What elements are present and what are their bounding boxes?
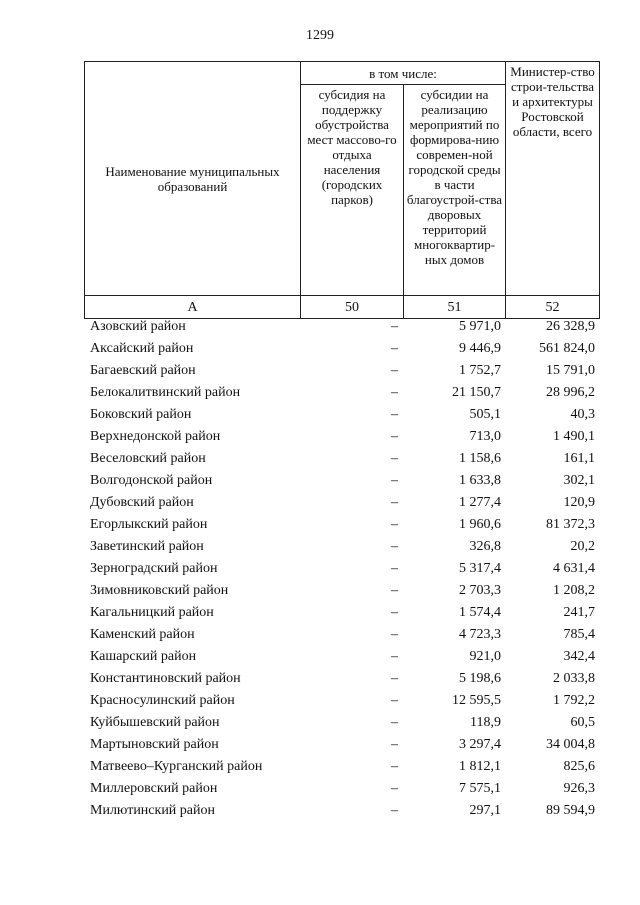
value-col-51: 21 150,7 [452,385,501,400]
value-col-51: 713,0 [469,429,501,444]
value-col-52: 81 372,3 [546,517,595,532]
value-col-52: 60,5 [570,715,595,730]
municipality-name: Дубовский район [90,495,194,510]
table-row [84,690,599,712]
value-col-50: – [391,385,398,400]
table-row [84,404,599,426]
municipality-name: Белокалитвинский район [90,385,241,400]
value-col-50: – [391,627,398,642]
value-col-51: 505,1 [469,407,501,422]
index-cell-52: 52 [506,296,600,319]
value-col-52: 785,4 [563,627,595,642]
value-col-51: 3 297,4 [459,737,501,752]
value-col-50: – [391,737,398,752]
municipality-name: Аксайский район [90,341,194,356]
value-col-50: – [391,693,398,708]
value-col-52: 15 791,0 [546,363,595,378]
header-col-52: Министер-ство строи-тельства и архитектуры Ростовской области, всего [506,62,600,296]
header-col-50: субсидия на поддержку обустройства мест массово-го отдыха населения (городских парков) [301,85,404,296]
municipality-name: Волгодонской район [90,473,213,488]
value-col-51: 921,0 [469,649,501,664]
value-col-51: 326,8 [469,539,501,554]
municipality-name: Кашарский район [90,649,197,664]
value-col-50: – [391,341,398,356]
value-col-51: 2 703,3 [459,583,501,598]
value-col-50: – [391,539,398,554]
table-row [84,778,599,800]
value-col-51: 1 574,4 [459,605,501,620]
value-col-51: 297,1 [469,803,501,818]
value-col-51: 1 277,4 [459,495,501,510]
table-row [84,558,599,580]
table-row [84,646,599,668]
municipality-name: Кагальницкий район [90,605,214,620]
municipality-name: Милютинский район [90,803,216,818]
value-col-51: 7 575,1 [459,781,501,796]
header-group-label: в том числе: [301,62,506,85]
municipality-name: Куйбышевский район [90,715,220,730]
value-col-52: 1 792,2 [553,693,595,708]
value-col-52: 4 631,4 [553,561,595,576]
municipality-name: Константиновский район [90,671,241,686]
value-col-50: – [391,803,398,818]
value-col-52: 1 208,2 [553,583,595,598]
value-col-50: – [391,363,398,378]
value-col-50: – [391,429,398,444]
value-col-50: – [391,561,398,576]
value-col-52: 20,2 [570,539,595,554]
value-col-50: – [391,671,398,686]
municipality-name: Боковский район [90,407,192,422]
value-col-52: 34 004,8 [546,737,595,752]
value-col-50: – [391,781,398,796]
value-col-52: 825,6 [563,759,595,774]
value-col-50: – [391,583,398,598]
municipality-name: Красносулинский район [90,693,235,708]
municipality-name: Зимовниковский район [90,583,229,598]
municipality-name: Зерноградский район [90,561,218,576]
value-col-52: 926,3 [563,781,595,796]
index-cell-51: 51 [404,296,506,319]
table-row [84,426,599,448]
municipality-name: Миллеровский район [90,781,218,796]
municipality-name: Мартыновский район [90,737,219,752]
table-row [84,514,599,536]
page-number: 1299 [306,28,334,43]
table-row [84,580,599,602]
table-row [84,800,599,822]
value-col-51: 1 633,8 [459,473,501,488]
value-col-50: – [391,715,398,730]
table-row [84,624,599,646]
table-row [84,536,599,558]
municipality-name: Егорлыкский район [90,517,208,532]
table-row [84,360,599,382]
municipality-name: Верхнедонской район [90,429,221,444]
value-col-52: 302,1 [563,473,595,488]
value-col-51: 5 317,4 [459,561,501,576]
table-row [84,602,599,624]
value-col-51: 1 752,7 [459,363,501,378]
table-row [84,316,599,338]
value-col-52: 241,7 [563,605,595,620]
value-col-52: 161,1 [563,451,595,466]
header-col-51: субсидии на реализацию мероприятий по формирова-нию современ-ной городской среды в части благоустрой-ства дворовых территорий многоквартир-ных домов [404,85,506,296]
index-cell-50: 50 [301,296,404,319]
value-col-50: – [391,495,398,510]
value-col-52: 89 594,9 [546,803,595,818]
value-col-51: 1 960,6 [459,517,501,532]
value-col-51: 12 595,5 [452,693,501,708]
value-col-50: – [391,473,398,488]
value-col-52: 342,4 [563,649,595,664]
municipality-name: Багаевский район [90,363,196,378]
table-body [84,316,599,822]
value-col-50: – [391,407,398,422]
value-col-50: – [391,517,398,532]
value-col-50: – [391,605,398,620]
value-col-51: 9 446,9 [459,341,501,356]
value-col-51: 1 812,1 [459,759,501,774]
table-row [84,382,599,404]
table-row [84,448,599,470]
value-col-51: 4 723,3 [459,627,501,642]
table-row [84,470,599,492]
municipality-name: Каменский район [90,627,195,642]
value-col-51: 5 198,6 [459,671,501,686]
table-row [84,734,599,756]
table-row [84,492,599,514]
value-col-50: – [391,451,398,466]
value-col-52: 26 328,9 [546,319,595,334]
table-row [84,756,599,778]
municipality-name: Матвеево–Курганский район [90,759,263,774]
value-col-52: 40,3 [570,407,595,422]
value-col-50: – [391,319,398,334]
value-col-51: 118,9 [470,715,501,730]
municipality-name: Азовский район [90,319,186,334]
value-col-51: 5 971,0 [459,319,501,334]
value-col-51: 1 158,6 [459,451,501,466]
table-row [84,668,599,690]
municipality-name: Заветинский район [90,539,204,554]
header-name-column: Наименование муниципальных образований [85,62,301,296]
value-col-50: – [391,759,398,774]
index-cell-a: А [85,296,301,319]
table-header [84,61,600,319]
value-col-52: 561 824,0 [539,341,595,356]
value-col-52: 28 996,2 [546,385,595,400]
value-col-52: 2 033,8 [553,671,595,686]
value-col-52: 1 490,1 [553,429,595,444]
table-row [84,712,599,734]
value-col-52: 120,9 [563,495,595,510]
municipality-name: Веселовский район [90,451,206,466]
table-row [84,338,599,360]
value-col-50: – [391,649,398,664]
